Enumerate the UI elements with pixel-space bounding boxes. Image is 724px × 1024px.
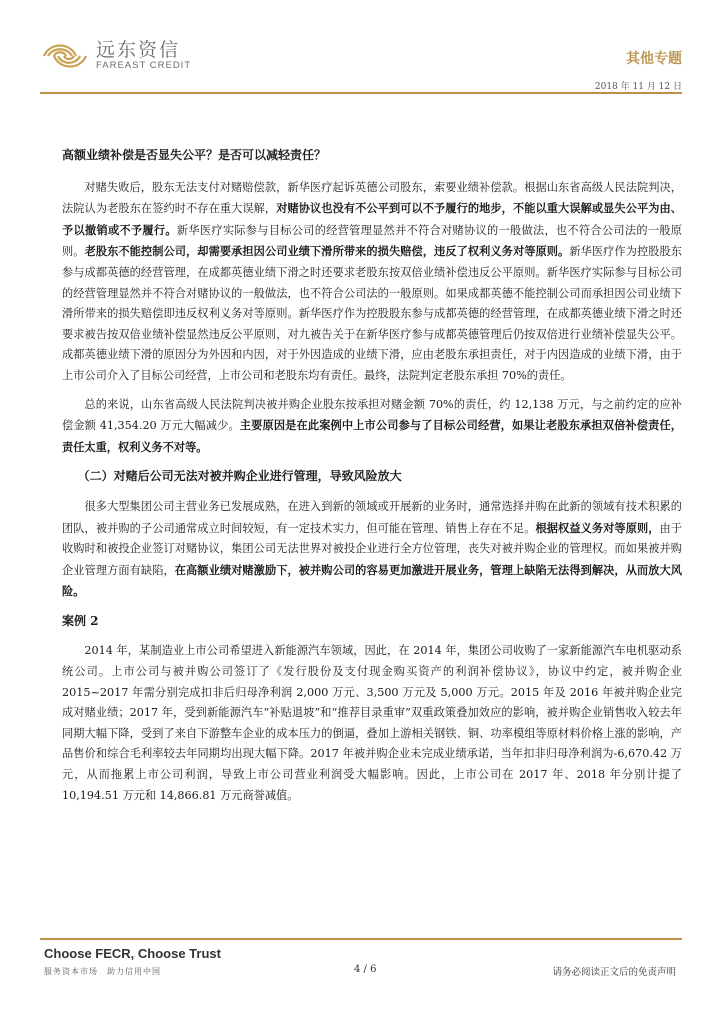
paragraph-3 (62, 497, 682, 603)
p1-bold-a: 对赌协议也没有不公平到可以不予履行的地步，不能以重大误解或显失公平为由、予以撤销或不予履行。 (62, 201, 682, 237)
case-heading: 案例 2 (62, 613, 99, 628)
report-date: 2018 年 11 月 12 日 (594, 82, 682, 92)
p3-bold-a: 根据权益义务对等原则， (535, 520, 660, 535)
p2-text: 总的来说，山东省高级人民法院判决被并购企业股东按承担对赌金额 70%的责任，约 12,138 万元，与之前约定的应补偿金额 41,354.20 万元大幅减少。 (62, 397, 682, 433)
page-number: 4 / 6 (354, 964, 377, 975)
document-body (62, 145, 682, 806)
p1-text-c: 新华医疗作为控股股东参与成都英德的经营管理，在成都英德业绩下滑之时还要求老股东按双倍业绩补偿违反公平原则。新华医疗实际参与目标公司的经营管理显然并不符合对赌协议的一般做法，也不符合公司法的一般原则。如果成都英德不能控制公司而承担因公司业绩下滑所带来的损失赔偿即违反权利义务对等原则。新华医疗作为控股股东参与成都英德的经营管理，在成都英德业绩下滑之时还要求被告按双倍业绩补偿显然违反公平原则，对九被告关于在新华医疗参与成都英德管理后仍按双倍进行业绩补偿显失公平。成都英德业绩下滑的原因分为外因和内因，对于外因造成的业绩下滑，应由老股东承担责任，对于内因造成的业绩下滑，由于上市公司介入了目标公司经营，上市公司和老股东均有责任。最终，法院判定老股东承担 70%的责任。 (62, 245, 682, 382)
header-divider (40, 92, 682, 94)
logo-name-en: FAREAST CREDIT (96, 60, 192, 71)
paragraph-1 (62, 178, 682, 387)
paragraph-4: 2014 年，某制造业上市公司希望进入新能源汽车领域，因此，在 2014 年，集团公司收购了一家新能源汽车电机驱动系统公司。上市公司与被并购公司签订了《发行股份及支付现金购买资产的利润补偿协议》，协议中约定，被并购企业 2015~2017 年需分别完成扣非后归母净利润 2,000 万元、3,500 万元及 5,000 万元。2015 年及 2016 年被并购企业完成对赌业绩；2017 年，受到新能源汽车“补贴退坡”和“推荐目录重审”双重政策叠加效应的影响，被并购企业销售收入较去年同期大幅下降，受到了来自下游整车企业的成本压力的倒逼，叠加上游相关钢铁、铜、功率模组等原材料价格上涨的影响，产品售价和综合毛利率较去年同期均出现大幅下降。2017 年被并购企业未完成业绩承诺，当年扣非归母净利润为-6,670.42 万元，从而拖累上市公司利润，导致上市公司营业利润受大幅影响。因此，上市公司在 2017 年、2018 年分别计提了 10,194.51 万元和 14,866.81 万元商誉减值。 (62, 644, 682, 802)
page-header (0, 0, 724, 96)
p3-text-b: 由于收购时和被投企业签订对赌协议，集团公司无法世界对被投企业进行全方位管理，丧失对被并购企业的管理权。而如果被并购企业管理方面有缺陷， (62, 521, 682, 577)
p3-bold-b: 在高额业绩对赌激励下，被并购公司的容易更加激进开展业务，管理上缺陷无法得到解决，从而放大风险。 (62, 562, 682, 599)
p3-text-a: 很多大型集团公司主营业务已发展成熟，在进入到新的领域或开展新的业务时，通常选择并购在此新的领域有技术积累的团队，被并购的子公司通常成立时间较短，有一定技术实力，但可能在管理、销售上存在不足。 (62, 499, 682, 535)
section-heading: 高额业绩补偿是否显失公平？是否可以减轻责任？ (62, 148, 327, 162)
p1-bold-b: 老股东不能控制公司，却需要承担因公司业绩下滑所带来的损失赔偿，违反了权利义务对等原则。 (84, 244, 570, 259)
company-logo (40, 38, 191, 74)
logo-name-cn: 远东资信 (96, 39, 181, 61)
p2-bold: 主要原因是在此案例中上市公司参与了目标公司经营，如果让老股东承担双倍补偿责任，责任太重，权利义务不对等。 (62, 418, 682, 454)
footer-divider (40, 938, 682, 940)
sub-heading: （二）对赌后公司无法对被并购企业进行管理，导致风险放大 (77, 469, 402, 484)
paragraph-2 (62, 395, 682, 459)
fareast-logo-icon (40, 38, 90, 74)
footer-tagline: 服务资本市场 助力信用中国 (44, 967, 161, 976)
disclaimer-note: 请务必阅读正文后的免责声明 (552, 967, 676, 978)
p1-text-a: 对赌失败后，股东无法支付对赌赔偿款，新华医疗起诉英德公司股东，索要业绩补偿款。根据山东省高级人民法院判决，法院认为老股东在签约时不存在重大误解， (62, 180, 682, 216)
footer-slogan: Choose FECR, Choose Trust (44, 946, 221, 961)
section-tag: 其他专题 (626, 51, 682, 67)
p1-text-b: 新华医疗实际参与目标公司的经营管理显然并不符合对赌协议的一般做法，也不符合公司法的一般原则。 (62, 223, 682, 259)
